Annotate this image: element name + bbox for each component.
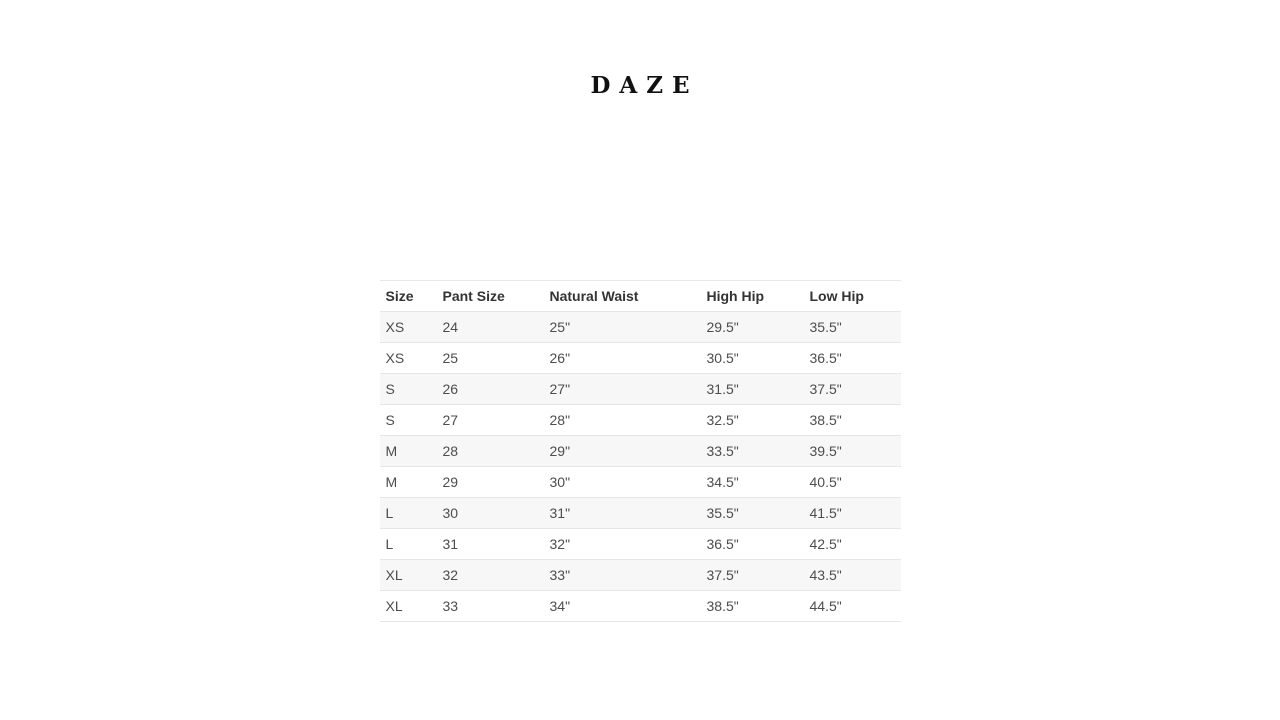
table-cell: 33.5" (701, 436, 804, 467)
table-row (380, 312, 901, 343)
table-cell: 38.5" (804, 405, 901, 436)
table-cell: 31.5" (701, 374, 804, 405)
column-header-size: Size (380, 281, 437, 312)
table-cell: 26 (437, 374, 544, 405)
table-row (380, 498, 901, 529)
table-cell: 41.5" (804, 498, 901, 529)
table-cell: 27" (544, 374, 701, 405)
table-cell: 30 (437, 498, 544, 529)
table-cell: XL (380, 560, 437, 591)
table-cell: 24 (437, 312, 544, 343)
table-cell: 29.5" (701, 312, 804, 343)
table-row (380, 467, 901, 498)
table-cell: 40.5" (804, 467, 901, 498)
table-cell: 30" (544, 467, 701, 498)
table-cell: 34.5" (701, 467, 804, 498)
brand-logo[interactable]: DAZE (590, 72, 699, 99)
table-cell: 31 (437, 529, 544, 560)
table-cell: XS (380, 343, 437, 374)
table-cell: M (380, 467, 437, 498)
table-cell: S (380, 374, 437, 405)
table-cell: 32" (544, 529, 701, 560)
table-cell: L (380, 498, 437, 529)
table-cell: 28" (544, 405, 701, 436)
table-cell: 25 (437, 343, 544, 374)
size-chart-body (380, 312, 901, 622)
column-header-high-hip: High Hip (701, 281, 804, 312)
table-cell: L (380, 529, 437, 560)
size-chart-table (380, 280, 901, 622)
table-row (380, 343, 901, 374)
table-row (380, 405, 901, 436)
size-guide-section (0, 280, 1280, 622)
table-cell: 32.5" (701, 405, 804, 436)
table-cell: 29" (544, 436, 701, 467)
table-cell: 36.5" (804, 343, 901, 374)
table-row (380, 436, 901, 467)
column-header-pant-size: Pant Size (437, 281, 544, 312)
table-row (380, 529, 901, 560)
table-header-row (380, 281, 901, 312)
table-cell: 26" (544, 343, 701, 374)
table-cell: 27 (437, 405, 544, 436)
table-cell: 33 (437, 591, 544, 622)
table-cell: 33" (544, 560, 701, 591)
table-row (380, 560, 901, 591)
table-cell: 39.5" (804, 436, 901, 467)
table-cell: S (380, 405, 437, 436)
column-header-natural-waist: Natural Waist (544, 281, 701, 312)
table-cell: XS (380, 312, 437, 343)
table-row (380, 591, 901, 622)
table-cell: 34" (544, 591, 701, 622)
table-row (380, 374, 901, 405)
table-cell: 37.5" (701, 560, 804, 591)
table-cell: 36.5" (701, 529, 804, 560)
table-cell: 30.5" (701, 343, 804, 374)
site-header (0, 0, 1280, 102)
table-cell: 32 (437, 560, 544, 591)
table-cell: M (380, 436, 437, 467)
table-cell: 29 (437, 467, 544, 498)
table-cell: 35.5" (701, 498, 804, 529)
table-cell: 28 (437, 436, 544, 467)
column-header-low-hip: Low Hip (804, 281, 901, 312)
table-cell: XL (380, 591, 437, 622)
table-cell: 37.5" (804, 374, 901, 405)
table-cell: 42.5" (804, 529, 901, 560)
table-cell: 43.5" (804, 560, 901, 591)
table-cell: 25" (544, 312, 701, 343)
table-cell: 44.5" (804, 591, 901, 622)
table-cell: 38.5" (701, 591, 804, 622)
table-cell: 31" (544, 498, 701, 529)
table-cell: 35.5" (804, 312, 901, 343)
